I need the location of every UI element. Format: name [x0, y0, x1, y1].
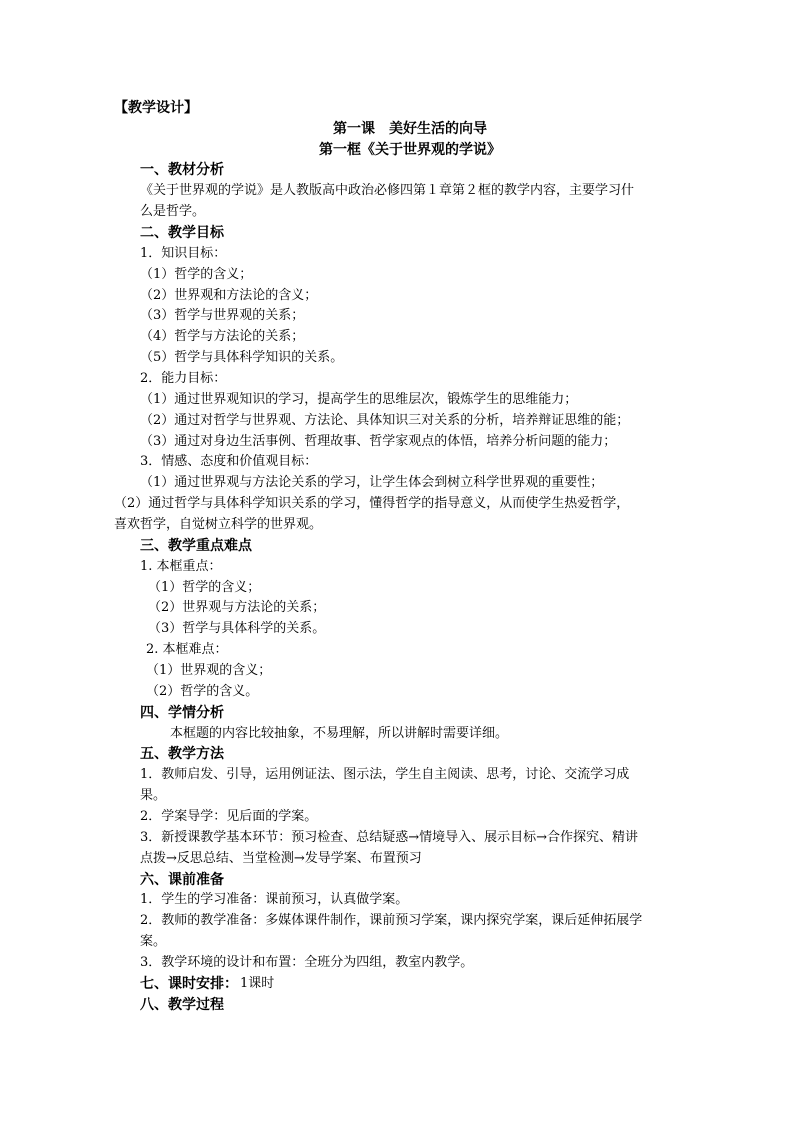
heading-preparation: 六、课前准备	[140, 872, 224, 888]
heading-teaching-process: 八、教学过程	[140, 997, 224, 1013]
list-item: 2. 本框难点：	[146, 642, 228, 657]
list-item: （5）哲学与具体科学知识的关系。	[140, 350, 344, 365]
heading-learner-analysis: 四、学情分析	[140, 705, 224, 721]
list-item: 3．情感、态度和价值观目标：	[140, 454, 318, 469]
list-item: （2）通过对哲学与世界观、方法论、具体知识三对关系的分析，培养辩证思维的能；	[140, 413, 630, 428]
schedule-value: 1课时	[240, 976, 275, 991]
lesson-title: 第一课 美好生活的向导	[333, 121, 487, 137]
section-title: 第一框《关于世界观的学说》	[319, 142, 501, 158]
list-item: （1）通过世界观与方法论关系的学习，让学生体会到树立科学世界观的重要性；	[140, 475, 604, 490]
heading-key-points: 三、教学重点难点	[140, 538, 252, 554]
list-item: 3．教学环境的设计和布置：全班分为四组，教室内教学。	[140, 955, 474, 970]
list-item: （3）通过对身边生活事例、哲理故事、哲学家观点的体悟，培养分析问题的能力；	[140, 434, 617, 449]
heading-teaching-goals: 二、教学目标	[140, 225, 224, 241]
paragraph-line: 《关于世界观的学说》是人教版高中政治必修四第１章第２框的教学内容，主要学习什	[140, 183, 635, 198]
list-item: 果。	[140, 788, 167, 803]
paragraph-line: 么是哲学。	[140, 204, 206, 219]
list-item: （3）哲学与世界观的关系；	[140, 308, 305, 323]
list-item: 1. 本框重点：	[140, 559, 222, 574]
list-item: （2）哲学的含义。	[146, 684, 259, 699]
section-label: 【教学设计】	[114, 100, 198, 116]
list-item: 1．学生的学习准备：课前预习，认真做学案。	[140, 892, 409, 907]
list-item: 案。	[140, 934, 167, 949]
list-item: 1．知识目标：	[140, 246, 227, 261]
heading-teaching-methods: 五、教学方法	[140, 746, 224, 762]
list-item: （1）哲学的含义；	[148, 580, 261, 595]
list-item: （2）通过哲学与具体科学知识关系的学习，懂得哲学的指导意义，从而使学生热爱哲学，	[114, 496, 630, 511]
heading-textbook-analysis: 一、教材分析	[140, 162, 224, 178]
paragraph-line: 本框题的内容比较抽象，不易理解，所以讲解时需要详细。	[170, 726, 509, 741]
list-item: 3．新授课教学基本环节：预习检查、总结疑惑→情境导入、展示目标→合作探究、精讲	[140, 830, 639, 845]
list-item: 2．教师的教学准备：多媒体课件制作，课前预习学案，课内探究学案，课后延伸拓展学	[140, 913, 643, 928]
list-item: （1）通过世界观知识的学习，提高学生的思维层次，锻炼学生的思维能力；	[140, 392, 578, 407]
list-item: 1．教师启发、引导，运用例证法、图示法，学生自主阅读、思考，讨论、交流学习成	[140, 767, 630, 782]
list-item: 2．学案导学：见后面的学案。	[140, 809, 318, 824]
list-item: （4）哲学与方法论的关系；	[140, 329, 305, 344]
list-item: （1）哲学的含义；	[140, 267, 253, 282]
list-item: （2）世界观与方法论的关系；	[148, 600, 326, 615]
list-item: （1）世界观的含义；	[146, 663, 272, 678]
list-item: （2）世界观和方法论的含义；	[140, 288, 318, 303]
list-item: 喜欢哲学，自觉树立科学的世界观。	[114, 517, 323, 532]
heading-schedule: 七、课时安排：	[140, 976, 238, 992]
list-item: （3）哲学与具体科学的关系。	[148, 621, 326, 636]
list-item: 2．能力目标：	[140, 371, 227, 386]
list-item: 点拨→反思总结、当堂检测→发导学案、布置预习	[140, 851, 422, 866]
